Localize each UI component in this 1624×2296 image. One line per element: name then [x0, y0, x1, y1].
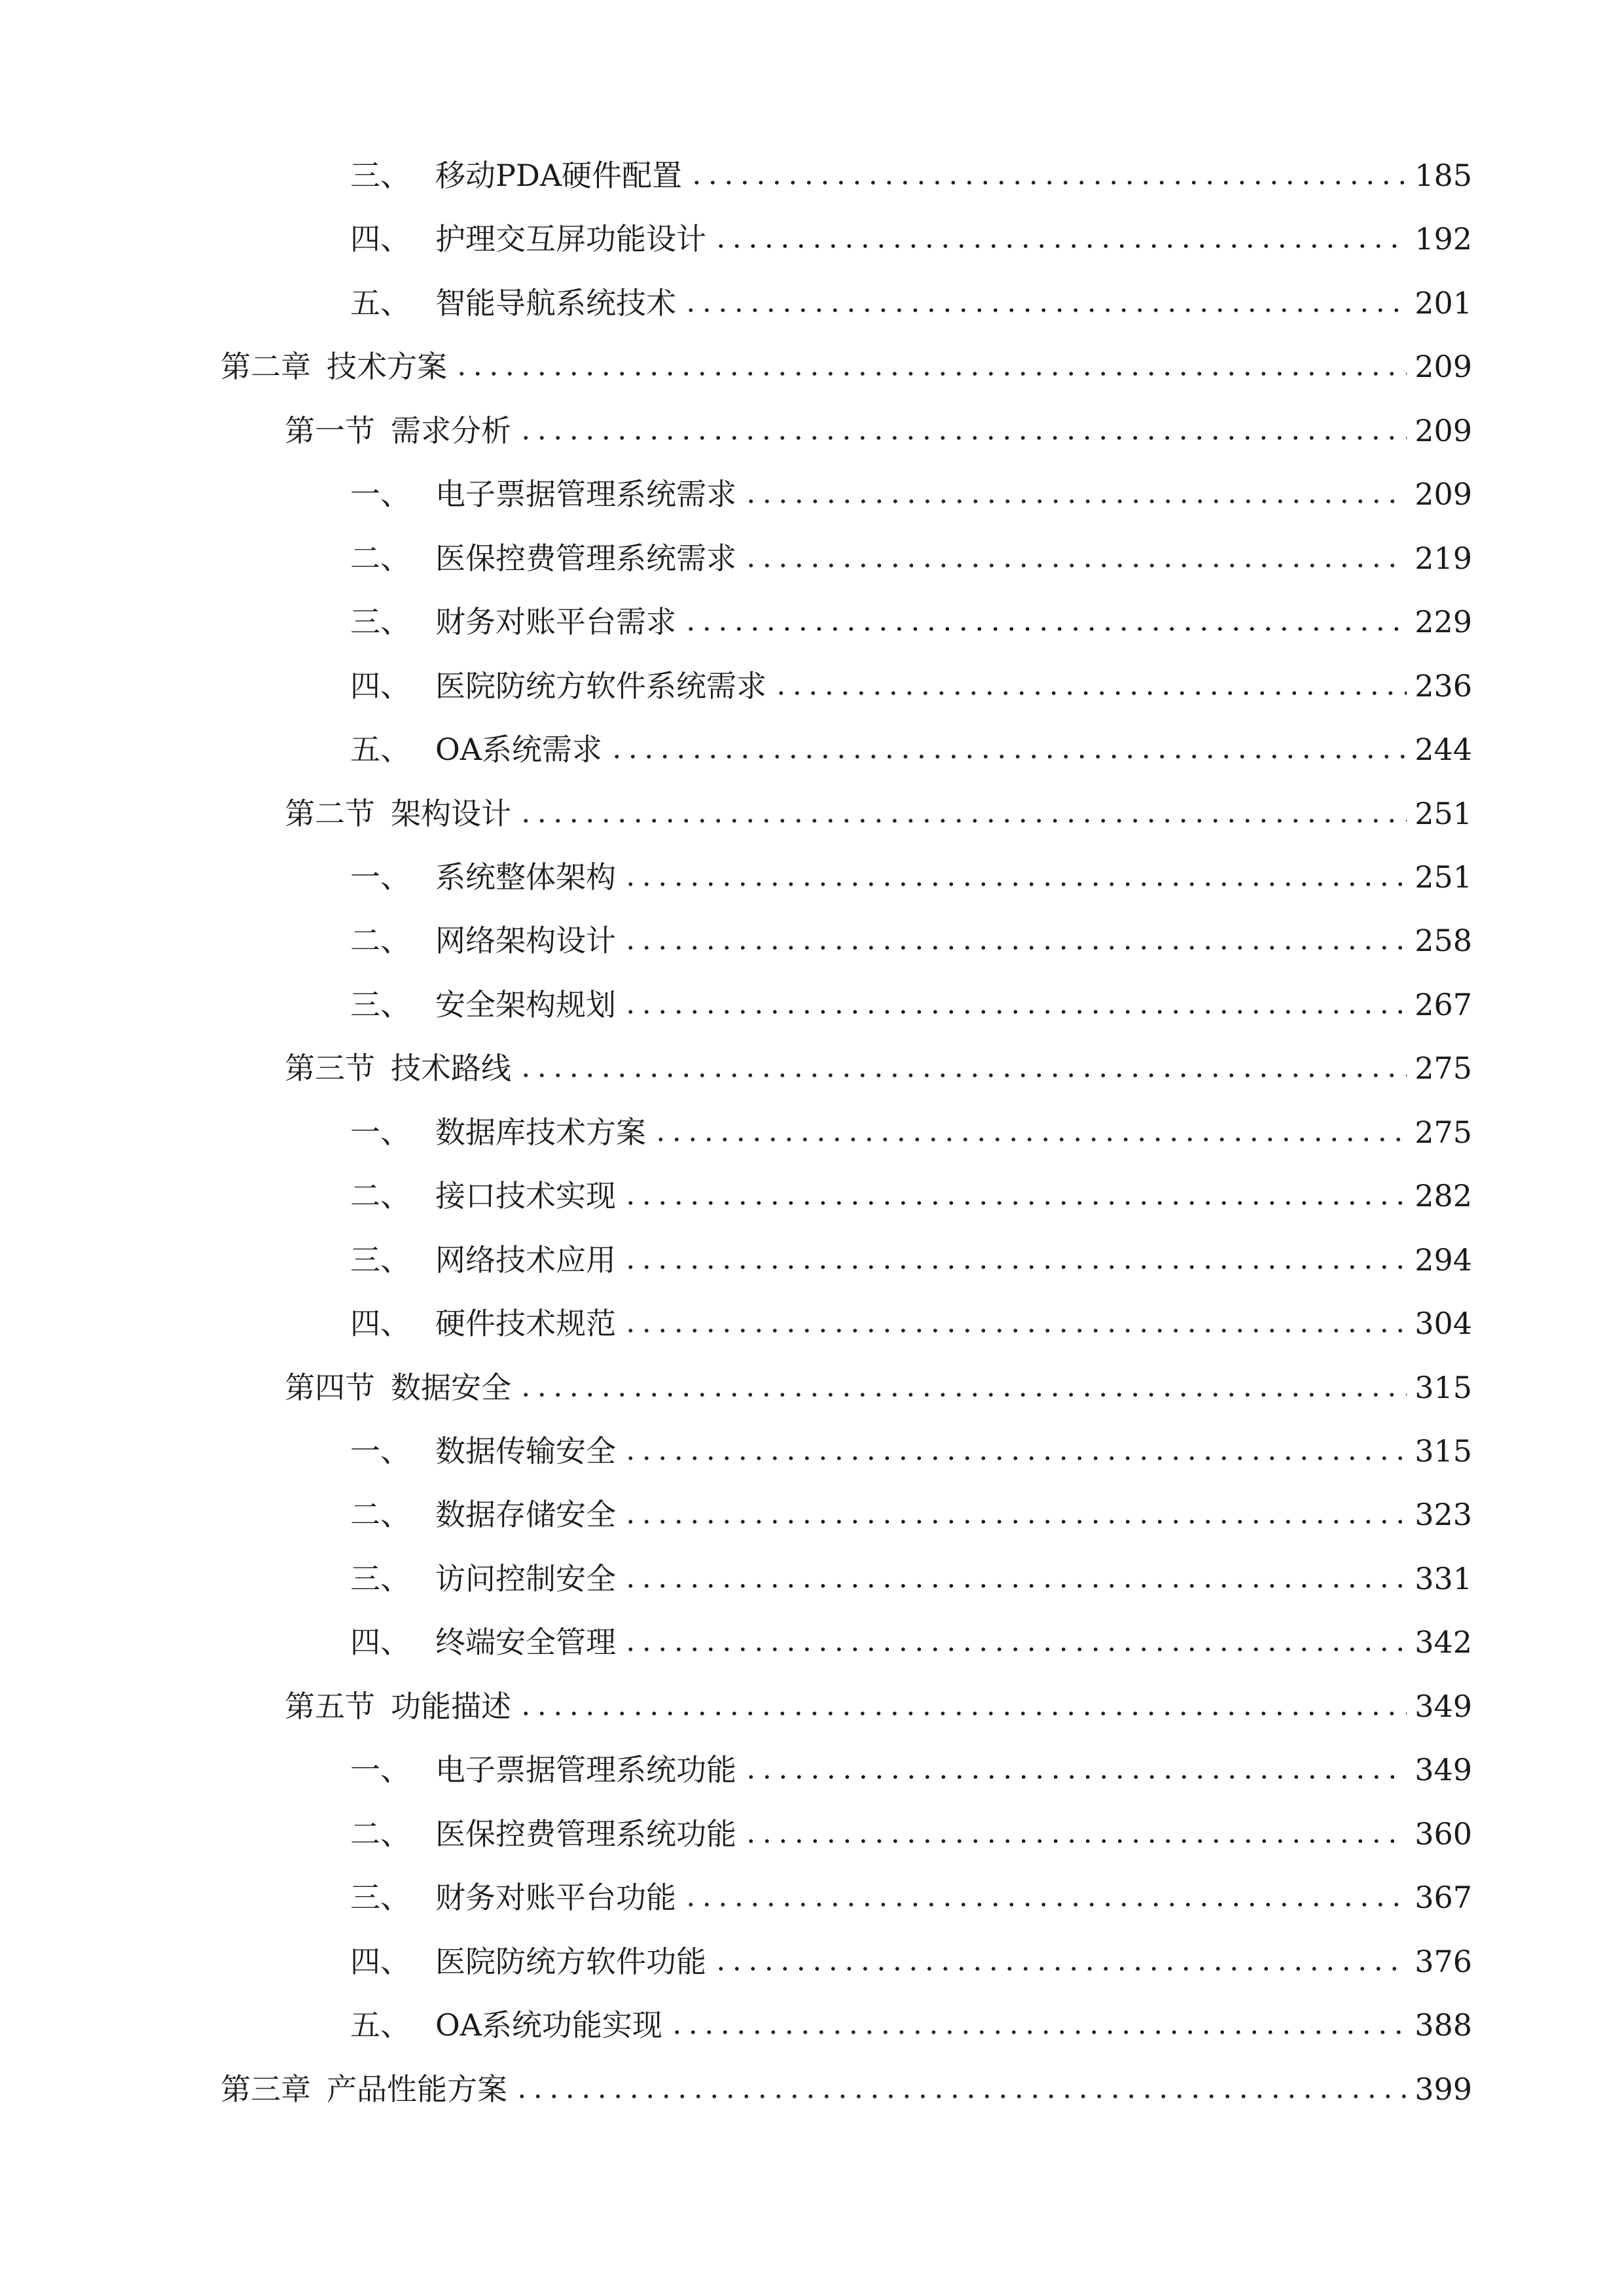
toc-entry-label [350, 219, 706, 259]
toc-entry-label [350, 1113, 646, 1152]
toc-entry-title: 护理交互屏功能设计 [435, 221, 706, 257]
toc-entry[interactable] [0, 1418, 1624, 1471]
toc-entry-number: 四、 [350, 1624, 410, 1660]
toc-entry-page-number: 209 [1415, 349, 1472, 385]
toc-entry-label [350, 475, 736, 514]
toc-entry-page-number: 201 [1415, 285, 1472, 321]
toc-entry[interactable] [0, 1291, 1624, 1343]
toc-entry-title: 医院防统方软件系统需求 [435, 668, 767, 704]
toc-entry-label [285, 794, 511, 833]
dot-leader [713, 244, 1407, 248]
toc-entry-label [350, 539, 736, 578]
toc-entry-label [350, 1431, 616, 1471]
toc-entry-title: 技术方案 [327, 349, 447, 385]
toc-entry-label [350, 1240, 616, 1280]
toc-entry-title: 系统整体架构 [435, 859, 616, 895]
toc-entry-title: 医保控费管理系统功能 [435, 1816, 736, 1852]
toc-entry-title: OA系统需求 [435, 732, 602, 768]
toc-entry-label [350, 666, 767, 706]
dot-leader [454, 372, 1407, 376]
dot-leader [743, 499, 1407, 503]
toc-entry-title: 产品性能方案 [327, 2071, 507, 2107]
toc-entry-title: 网络技术应用 [435, 1242, 616, 1278]
toc-entry[interactable] [0, 1865, 1624, 1917]
toc-entry-page-number: 258 [1415, 923, 1472, 959]
dot-leader [518, 436, 1407, 440]
toc-entry-number: 二、 [350, 540, 410, 576]
toc-entry-title: 硬件技术规范 [435, 1306, 616, 1342]
toc-entry[interactable] [0, 398, 1624, 450]
toc-entry[interactable] [0, 972, 1624, 1024]
toc-entry-page-number: 376 [1415, 1943, 1472, 1979]
toc-entry-number: 一、 [350, 1752, 410, 1788]
toc-entry[interactable] [0, 908, 1624, 960]
toc-entry-number: 三、 [350, 1242, 410, 1278]
toc-entry-title: 电子票据管理系统功能 [435, 1752, 736, 1788]
dot-leader [689, 181, 1407, 185]
dot-leader [623, 1520, 1407, 1524]
dot-leader [623, 1456, 1407, 1460]
toc-entry-label [285, 1687, 511, 1726]
toc-entry-number: 三、 [350, 1560, 410, 1596]
toc-entry-title: 接口技术实现 [435, 1178, 616, 1214]
dot-leader [623, 1329, 1407, 1333]
toc-entry-label [350, 1750, 736, 1789]
toc-entry-number: 一、 [350, 1114, 410, 1150]
toc-entry[interactable] [0, 1100, 1624, 1152]
toc-entry-label [285, 1049, 511, 1088]
dot-leader [683, 1903, 1407, 1907]
toc-entry-page-number: 315 [1415, 1369, 1472, 1405]
dot-leader [518, 1393, 1407, 1397]
toc-entry-title: 数据存储安全 [435, 1497, 616, 1533]
toc-entry-number: 四、 [350, 668, 410, 704]
toc-entry-page-number: 244 [1415, 732, 1472, 768]
toc-entry-page-number: 399 [1415, 2071, 1472, 2107]
toc-entry-page-number: 282 [1415, 1178, 1472, 1214]
toc-entry[interactable] [0, 844, 1624, 897]
toc-entry-label [350, 857, 616, 897]
dot-leader [669, 2030, 1407, 2034]
toc-entry-page-number: 219 [1415, 540, 1472, 576]
toc-entry-label [285, 1368, 511, 1407]
toc-entry-number: 第二节 [285, 795, 375, 831]
toc-entry-title: 医院防统方软件功能 [435, 1943, 706, 1979]
toc-entry-label [350, 1878, 676, 1917]
toc-entry-number: 三、 [350, 1880, 410, 1916]
toc-entry-number: 第四节 [285, 1369, 375, 1405]
toc-entry-page-number: 236 [1415, 668, 1472, 704]
dot-leader [623, 1265, 1407, 1269]
dot-leader [623, 946, 1407, 950]
toc-entry-page-number: 192 [1415, 221, 1472, 257]
toc-entry-page-number: 251 [1415, 859, 1472, 895]
toc-entry-number: 第一节 [285, 412, 375, 448]
dot-leader [623, 1201, 1407, 1205]
toc-entry[interactable] [0, 653, 1624, 706]
toc-entry[interactable] [0, 1546, 1624, 1598]
toc-entry-page-number: 251 [1415, 795, 1472, 831]
toc-entry-number: 五、 [350, 2007, 410, 2043]
toc-entry-page-number: 229 [1415, 604, 1472, 640]
toc-entry-title: 安全架构规划 [435, 986, 616, 1022]
toc-entry[interactable] [0, 334, 1624, 386]
toc-entry-page-number: 209 [1415, 476, 1472, 512]
dot-leader [683, 627, 1407, 631]
toc-entry-label [350, 730, 602, 769]
dot-leader [623, 1647, 1407, 1651]
toc-entry-label [350, 1304, 616, 1343]
toc-entry-page-number: 209 [1415, 412, 1472, 448]
toc-entry-number: 五、 [350, 732, 410, 768]
toc-entry-page-number: 323 [1415, 1497, 1472, 1533]
toc-entry-title: 财务对账平台功能 [435, 1880, 676, 1916]
toc-entry-number: 第二章 [221, 349, 311, 385]
toc-entry-label [350, 985, 616, 1024]
toc-entry[interactable] [0, 1482, 1624, 1534]
dot-leader [743, 564, 1407, 567]
dot-leader [623, 1584, 1407, 1588]
toc-entry-number: 三、 [350, 158, 410, 193]
toc-entry-number: 二、 [350, 1497, 410, 1533]
toc-entry[interactable] [0, 461, 1624, 514]
toc-entry-page-number: 388 [1415, 2007, 1472, 2043]
toc-entry-number: 二、 [350, 1178, 410, 1214]
toc-entry-title: 电子票据管理系统需求 [435, 476, 736, 512]
toc-entry[interactable] [0, 1163, 1624, 1215]
toc-entry-label [350, 1814, 736, 1854]
toc-entry-title: 技术路线 [391, 1050, 511, 1086]
toc-entry-number: 一、 [350, 476, 410, 512]
toc-entry-number: 第三章 [221, 2071, 311, 2107]
toc-entry-label [221, 2070, 507, 2109]
dot-leader [609, 755, 1407, 759]
toc-entry-page-number: 304 [1415, 1306, 1472, 1342]
toc-entry-number: 五、 [350, 285, 410, 321]
toc-entry-title: 数据传输安全 [435, 1433, 616, 1469]
toc-entry[interactable] [0, 206, 1624, 259]
toc-entry-label [350, 2005, 662, 2045]
toc-entry-page-number: 349 [1415, 1688, 1472, 1724]
toc-entry-page-number: 267 [1415, 986, 1472, 1022]
toc-entry-page-number: 360 [1415, 1816, 1472, 1852]
dot-leader [653, 1138, 1407, 1141]
toc-entry-title: 移动PDA硬件配置 [435, 158, 683, 193]
toc-entry[interactable] [0, 1992, 1624, 2045]
toc-entry-title: 财务对账平台需求 [435, 604, 676, 640]
toc-entry-number: 第三节 [285, 1050, 375, 1086]
toc-entry-number: 二、 [350, 923, 410, 959]
toc-entry-page-number: 185 [1415, 158, 1472, 193]
toc-entry-page-number: 315 [1415, 1433, 1472, 1469]
toc-entry[interactable] [0, 270, 1624, 323]
toc-entry-title: 医保控费管理系统需求 [435, 540, 736, 576]
toc-entry-number: 一、 [350, 1433, 410, 1469]
toc-entry-number: 四、 [350, 1943, 410, 1979]
toc-entry[interactable] [0, 717, 1624, 769]
toc-entry-label [221, 347, 447, 386]
toc-entry[interactable] [0, 589, 1624, 641]
toc-entry[interactable] [0, 1674, 1624, 1726]
toc-entry[interactable] [0, 1801, 1624, 1854]
toc-entry[interactable] [0, 781, 1624, 833]
toc-entry-title: OA系统功能实现 [435, 2007, 662, 2043]
toc-entry-page-number: 275 [1415, 1050, 1472, 1086]
toc-entry-title: 终端安全管理 [435, 1624, 616, 1660]
toc-entry-number: 三、 [350, 986, 410, 1022]
toc-entry-label [350, 1176, 616, 1215]
dot-leader [518, 1712, 1407, 1715]
dot-leader [683, 308, 1407, 312]
dot-leader [743, 1775, 1407, 1779]
toc-entry-label [350, 921, 616, 960]
dot-leader [514, 2094, 1407, 2098]
toc-entry[interactable] [0, 1609, 1624, 1662]
toc-entry-label [350, 283, 676, 323]
toc-entry-title: 功能描述 [391, 1688, 511, 1724]
toc-entry[interactable] [0, 526, 1624, 578]
toc-entry[interactable] [0, 1737, 1624, 1789]
toc-entry-title: 需求分析 [391, 412, 511, 448]
dot-leader [518, 1073, 1407, 1077]
toc-entry-label [350, 1623, 616, 1662]
toc-entry-number: 二、 [350, 1816, 410, 1852]
toc-entry-label [350, 156, 682, 195]
toc-entry-title: 智能导航系统技术 [435, 285, 676, 321]
dot-leader [743, 1839, 1407, 1843]
toc-entry-number: 四、 [350, 221, 410, 257]
toc-entry[interactable] [0, 1227, 1624, 1280]
toc-entry-page-number: 349 [1415, 1752, 1472, 1788]
toc-entry-label [350, 1942, 706, 1981]
toc-entry-number: 一、 [350, 859, 410, 895]
toc-entry-label [350, 1559, 616, 1598]
dot-leader [773, 691, 1407, 695]
dot-leader [623, 1010, 1407, 1014]
toc-entry-label [285, 411, 511, 450]
toc-entry-title: 架构设计 [391, 795, 511, 831]
toc-entry[interactable] [0, 143, 1624, 195]
toc-entry-page-number: 294 [1415, 1242, 1472, 1278]
toc-entry[interactable] [0, 1929, 1624, 1981]
toc-entry[interactable] [0, 2056, 1624, 2109]
toc-entry-page-number: 342 [1415, 1624, 1472, 1660]
toc-entry-number: 四、 [350, 1306, 410, 1342]
toc-entry-page-number: 367 [1415, 1880, 1472, 1916]
toc-entry-page-number: 275 [1415, 1114, 1472, 1150]
dot-leader [623, 882, 1407, 886]
toc-entry-title: 访问控制安全 [435, 1560, 616, 1596]
toc-entry[interactable] [0, 1355, 1624, 1407]
toc-entry-number: 第五节 [285, 1688, 375, 1724]
toc-entry-label [350, 1495, 616, 1534]
toc-entry-label [350, 602, 676, 641]
toc-entry-title: 数据安全 [391, 1369, 511, 1405]
dot-leader [713, 1967, 1407, 1971]
toc-entry-page-number: 331 [1415, 1560, 1472, 1596]
toc-entry[interactable] [0, 1035, 1624, 1088]
dot-leader [518, 819, 1407, 823]
toc-entry-title: 数据库技术方案 [435, 1114, 646, 1150]
toc-entry-title: 网络架构设计 [435, 923, 616, 959]
toc-entry-number: 三、 [350, 604, 410, 640]
